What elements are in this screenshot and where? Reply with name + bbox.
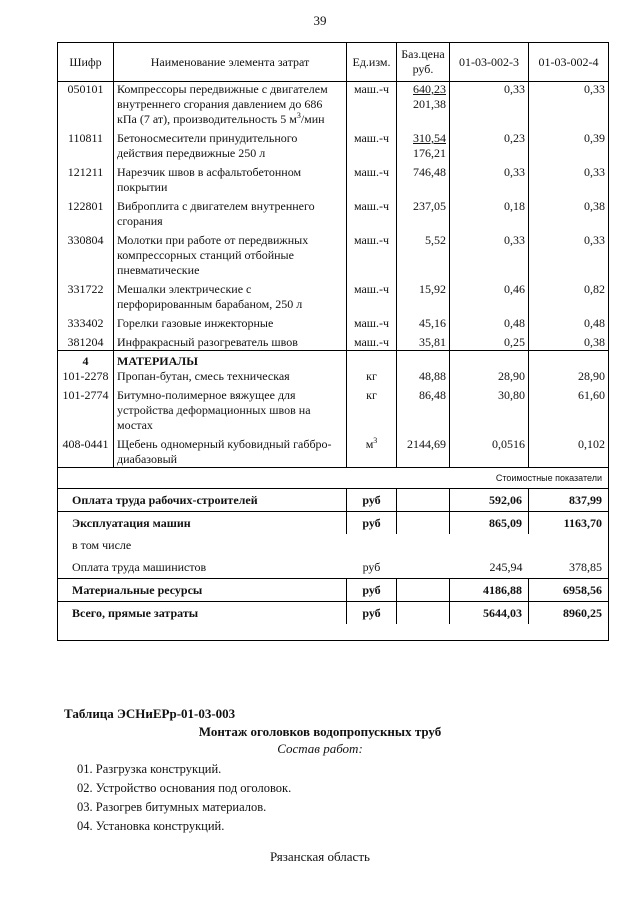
row-value-1: 0,33 xyxy=(450,161,529,195)
summary-row xyxy=(58,512,609,535)
row-value-1: 28,90 xyxy=(450,369,529,384)
row-value-2: 0,38 xyxy=(529,195,609,229)
summary-body xyxy=(58,468,609,641)
row-unit: маш.-ч xyxy=(347,127,397,161)
row-value-2: 61,60 xyxy=(529,384,609,433)
summary-unit: руб xyxy=(362,559,381,574)
table-row xyxy=(58,369,609,384)
header-price: Баз.цена руб. xyxy=(397,43,450,82)
summary-value-1 xyxy=(450,534,529,556)
section-code: 4 xyxy=(58,351,114,370)
footer-region: Рязанская область xyxy=(270,849,370,864)
row-code: 330804 xyxy=(58,229,114,278)
next-table-subtitle: Монтаж оголовков водопропускных труб xyxy=(198,724,442,739)
summary-name: Оплата труда рабочих-строителей xyxy=(58,489,347,512)
table-row xyxy=(58,195,609,229)
summary-empty xyxy=(397,489,450,512)
row-value-1: 0,46 xyxy=(450,278,529,312)
row-unit: маш.-ч xyxy=(347,331,397,351)
row-code: 121211 xyxy=(58,161,114,195)
row-code: 101-2774 xyxy=(58,384,114,433)
row-name: Виброплита с двигателем внутреннего сгорания xyxy=(114,195,347,229)
row-name: Мешалки электрические с перфорированным барабаном, 250 л xyxy=(114,278,347,312)
summary-row xyxy=(58,602,609,625)
row-value-2: 0,39 xyxy=(529,127,609,161)
table-row xyxy=(58,312,609,331)
row-unit: маш.-ч xyxy=(347,229,397,278)
row-code: 381204 xyxy=(58,331,114,351)
row-code: 408-0441 xyxy=(58,433,114,468)
table-row xyxy=(58,331,609,351)
list-item: 04. Установка конструкций. xyxy=(77,819,225,833)
header-name: Наименование элемента затрат xyxy=(114,43,347,82)
row-code: 122801 xyxy=(58,195,114,229)
row-unit: $м^3$ xyxy=(347,433,397,468)
works-heading: Состав работ: xyxy=(277,741,363,756)
row-value-1: 0,18 xyxy=(450,195,529,229)
table-row xyxy=(58,82,609,128)
summary-name: Материальные ресурсы xyxy=(58,579,347,602)
header-col1: 01-03-002-3 xyxy=(450,43,529,82)
row-price: 48,88 xyxy=(397,369,450,384)
row-value-2: 0,48 xyxy=(529,312,609,331)
row-value-1: 0,33 xyxy=(450,82,529,128)
row-value-2: 28,90 xyxy=(529,369,609,384)
cost-caption-row xyxy=(58,468,609,489)
summary-value-2: 1163,70 xyxy=(529,512,609,535)
machines-body xyxy=(58,82,609,351)
row-value-2: 0,38 xyxy=(529,331,609,351)
row-name: Нарезчик швов в асфальтобетонном покрытии xyxy=(114,161,347,195)
row-price: 237,05 xyxy=(397,195,450,229)
summary-unit: руб xyxy=(347,512,397,535)
summary-value-1: 245,94 xyxy=(489,559,523,574)
row-unit: кг xyxy=(347,384,397,433)
row-unit: маш.-ч xyxy=(347,161,397,195)
row-name: Щебень одномерный кубовидный габбро-диабазовый xyxy=(114,433,347,468)
row-value-1: 0,0516 xyxy=(450,433,529,468)
table-tail-row xyxy=(58,624,609,641)
cost-caption: Стоимостные показатели xyxy=(450,468,609,489)
row-code: 101-2278 xyxy=(58,369,114,384)
summary-value-1: 5644,03 xyxy=(450,602,529,625)
row-price: 15,92 xyxy=(397,278,450,312)
row-value-2: 0,33 xyxy=(529,229,609,278)
summary-unit: руб xyxy=(347,602,397,625)
materials-section-row xyxy=(58,351,609,370)
header-unit: Ед.изм. xyxy=(347,43,397,82)
summary-empty xyxy=(397,534,450,556)
row-unit: маш.-ч xyxy=(347,82,397,128)
table-header-row xyxy=(58,43,609,82)
row-price: 2144,69 xyxy=(397,433,450,468)
table-row xyxy=(58,127,609,161)
row-value-1: 0,48 xyxy=(450,312,529,331)
row-unit: кг xyxy=(347,369,397,384)
row-name: Пропан-бутан, смесь техническая xyxy=(114,369,347,384)
summary-value-2: 8960,25 xyxy=(529,602,609,625)
table-row xyxy=(58,278,609,312)
summary-row xyxy=(58,579,609,602)
summary-name: в том числе xyxy=(58,534,347,556)
row-unit: маш.-ч xyxy=(347,195,397,229)
summary-unit: руб xyxy=(347,579,397,602)
list-item: 02. Устройство основания под оголовок. xyxy=(77,781,292,795)
summary-name: Оплата труда машинистов xyxy=(58,556,347,579)
summary-value-2: 378,85 xyxy=(529,556,609,579)
row-name: Бетоносмесители принудительного действия передвижные 250 л xyxy=(114,127,347,161)
row-name: Горелки газовые инжекторные xyxy=(114,312,347,331)
summary-row xyxy=(58,556,609,579)
row-price: 640,23 201,38 xyxy=(397,82,450,128)
summary-empty xyxy=(397,579,450,602)
header-code: Шифр xyxy=(58,43,114,82)
list-item: 03. Разогрев битумных материалов. xyxy=(77,800,267,814)
row-price: 45,16 xyxy=(397,312,450,331)
row-name: Молотки при работе от передвижных компрессорных станций отбойные пневматические xyxy=(114,229,347,278)
row-name: Компрессоры передвижные с двигателем внутреннего сгорания давлением до 686 кПа (7 ат), производительность 5 $м^3$/мин xyxy=(114,82,347,128)
works-list xyxy=(77,760,291,836)
row-value-1: 30,80 xyxy=(450,384,529,433)
row-value-1: 0,25 xyxy=(450,331,529,351)
row-name: Битумно-полимерное вяжущее для устройства деформационных швов на мостах xyxy=(114,384,347,433)
summary-value-2: 6958,56 xyxy=(529,579,609,602)
summary-unit xyxy=(347,534,397,556)
summary-empty xyxy=(397,512,450,535)
next-table-title: Таблица ЭСНиЕРр-01-03-003 xyxy=(64,706,236,721)
summary-name: Эксплуатация машин xyxy=(58,512,347,535)
row-price: 35,81 xyxy=(397,331,450,351)
row-code: 331722 xyxy=(58,278,114,312)
summary-value-2 xyxy=(529,534,609,556)
row-price: 310,54 176,21 xyxy=(397,127,450,161)
table-row xyxy=(58,384,609,433)
row-code: 110811 xyxy=(58,127,114,161)
table-row xyxy=(58,229,609,278)
summary-value-1: 592,06 xyxy=(450,489,529,512)
summary-row xyxy=(58,489,609,512)
row-name: Инфракрасный разогреватель швов xyxy=(114,331,347,351)
section-title: МАТЕРИАЛЫ xyxy=(114,351,347,370)
row-price: 5,52 xyxy=(397,229,450,278)
table-row xyxy=(58,161,609,195)
page-number: 39 xyxy=(313,13,327,28)
row-code: 050101 xyxy=(58,82,114,128)
resource-table xyxy=(57,42,609,641)
summary-value-1: 865,09 xyxy=(450,512,529,535)
row-value-1: 0,23 xyxy=(450,127,529,161)
summary-name: Всего, прямые затраты xyxy=(58,602,347,625)
row-price: 746,48 xyxy=(397,161,450,195)
row-value-2: 0,102 xyxy=(529,433,609,468)
row-value-2: 0,33 xyxy=(529,82,609,128)
row-code: 333402 xyxy=(58,312,114,331)
summary-empty xyxy=(397,556,450,579)
summary-value-1: 4186,88 xyxy=(450,579,529,602)
summary-unit: руб xyxy=(347,489,397,512)
row-price: 86,48 xyxy=(397,384,450,433)
summary-empty xyxy=(397,602,450,625)
row-unit: маш.-ч xyxy=(347,278,397,312)
header-col2: 01-03-002-4 xyxy=(529,43,609,82)
row-value-2: 0,33 xyxy=(529,161,609,195)
table-row xyxy=(58,433,609,468)
summary-value-2: 837,99 xyxy=(529,489,609,512)
materials-body xyxy=(58,351,609,370)
summary-row xyxy=(58,534,609,556)
row-value-2: 0,82 xyxy=(529,278,609,312)
materials-rows xyxy=(58,369,609,468)
row-value-1: 0,33 xyxy=(450,229,529,278)
list-item: 01. Разгрузка конструкций. xyxy=(77,762,222,776)
row-unit: маш.-ч xyxy=(347,312,397,331)
